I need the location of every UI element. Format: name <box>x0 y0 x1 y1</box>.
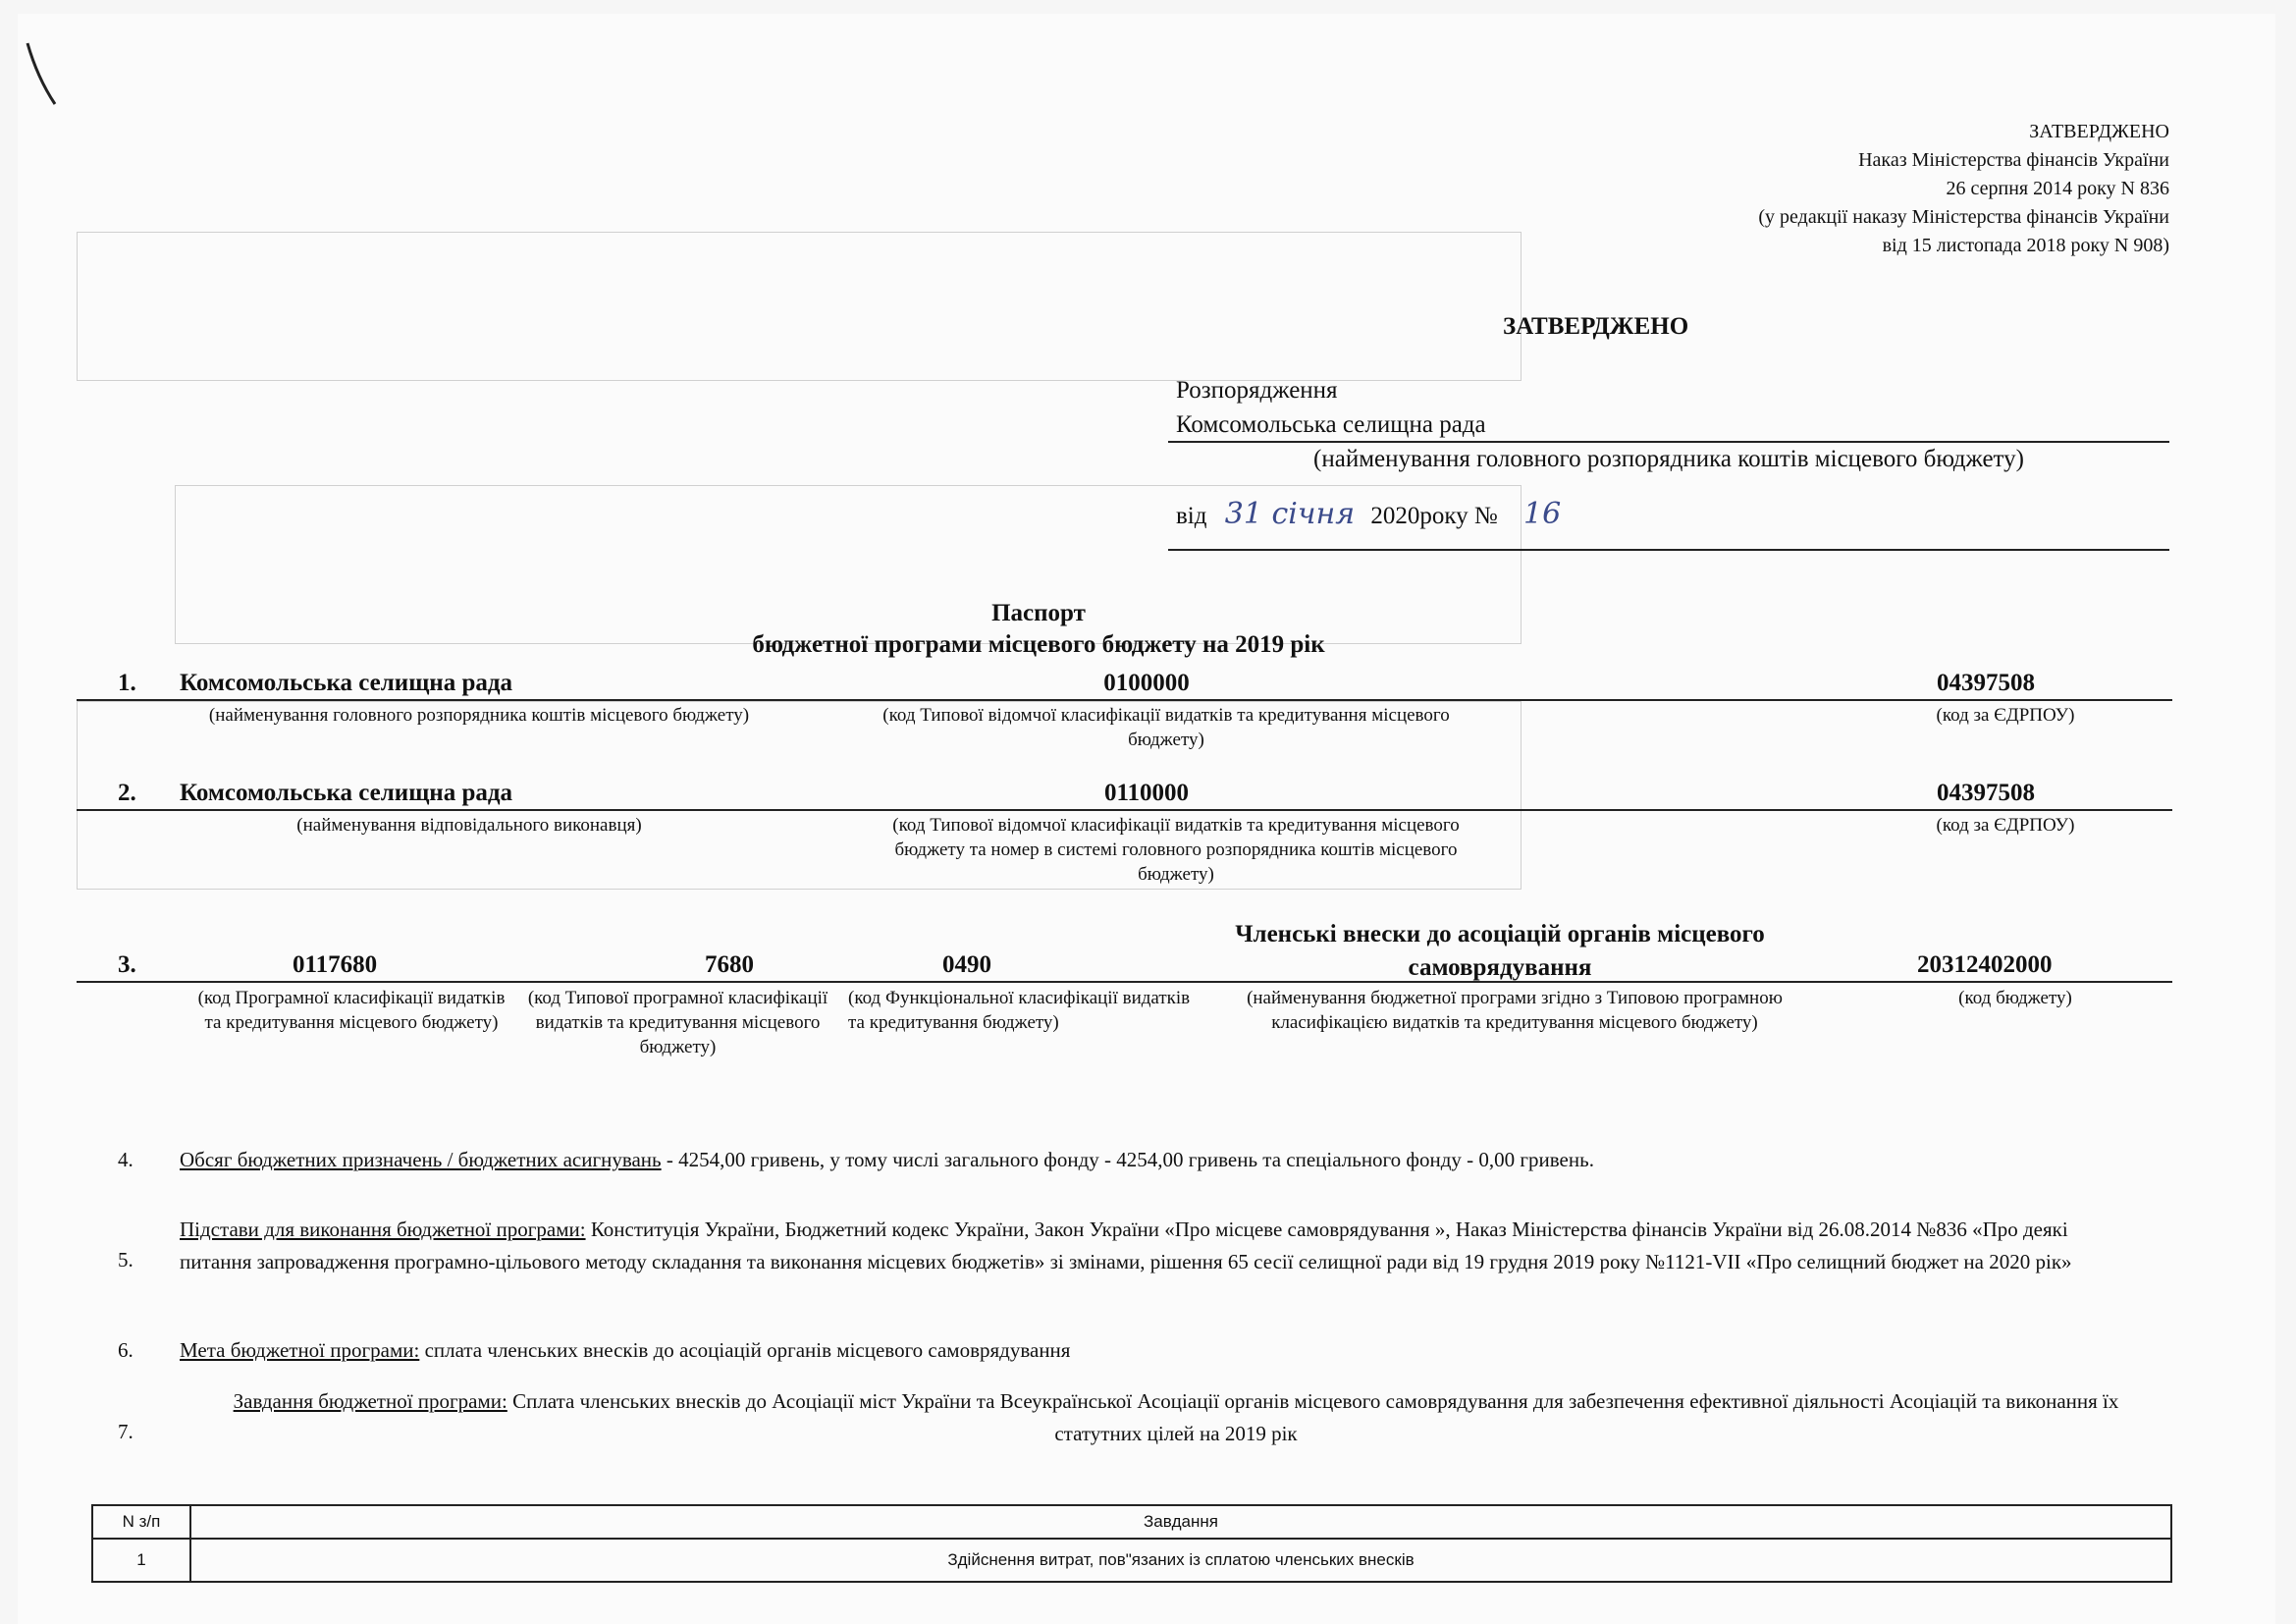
item5-paragraph <box>180 1214 2123 1278</box>
row2-caption-name: (найменування відповідального виконавця) <box>296 815 642 836</box>
approval-line-2: Наказ Міністерства фінансів України <box>1858 149 2169 171</box>
row2-underline <box>77 809 2172 811</box>
handwritten-number: 16 <box>1523 497 1562 531</box>
approved-title: ЗАТВЕРДЖЕНО <box>1503 313 1689 340</box>
row2-caption-edrpou: (код за ЄДРПОУ) <box>1936 815 2075 836</box>
row3-underline <box>77 981 2172 983</box>
tasks-table-header-row <box>92 1505 2171 1539</box>
tasks-header-task: Завдання <box>190 1505 2171 1539</box>
row1-underline <box>77 699 2172 701</box>
item4-label: Обсяг бюджетних призначень / бюджетних асигнувань <box>180 1148 662 1171</box>
item7-number: 7. <box>118 1420 133 1443</box>
passport-title <box>18 598 2275 661</box>
pen-stroke-mark <box>18 24 77 112</box>
approved-year-text: 2020року № <box>1370 503 1498 529</box>
row3-caption-typical: (код Типової програмної класифікації видатків та кредитування місцевого бюджету) <box>527 988 828 1057</box>
row3-code-typical: 7680 <box>705 951 754 978</box>
row1-caption-edrpou: (код за ЄДРПОУ) <box>1936 705 2075 726</box>
handwritten-date: 31 січня <box>1224 497 1356 531</box>
approved-org-underline <box>1168 441 2169 443</box>
row3-number: 3. <box>118 951 136 978</box>
table-row <box>92 1539 2171 1582</box>
row3-program-name: Членські внески до асоціацій органів місцевого самоврядування <box>1235 921 1765 981</box>
item6-text: сплата членських внесків до асоціацій органів місцевого самоврядування <box>419 1338 1071 1362</box>
approved-org: Комсомольська селищна рада <box>1176 411 1486 438</box>
item7-label: Завдання бюджетної програми: <box>233 1389 507 1413</box>
bleed-through-table-1 <box>77 232 1522 381</box>
item6-label: Мета бюджетної програми: <box>180 1338 420 1362</box>
approved-date-line <box>1176 497 2158 531</box>
tasks-cell-task: Здійснення витрат, пов"язаних із сплатою членських внесків <box>190 1539 2171 1582</box>
row1-name: Комсомольська селищна рада <box>180 670 513 696</box>
approval-line-4: (у редакції наказу Міністерства фінансів України <box>1758 206 2169 228</box>
row3-code-functional: 0490 <box>942 951 991 978</box>
approval-line-3: 26 серпня 2014 року N 836 <box>1946 178 2169 199</box>
row3-caption-program: (код Програмної класифікації видатків та кредитування місцевого бюджету) <box>197 988 506 1033</box>
row2-name: Комсомольська селищна рада <box>180 780 513 806</box>
approval-line-1: ЗАТВЕРДЖЕНО <box>2029 121 2169 142</box>
approved-org-caption: (найменування головного розпорядника коштів місцевого бюджету) <box>1313 446 2024 472</box>
row2-code: 0110000 <box>1103 780 1190 806</box>
approved-doc-type: Розпорядження <box>1176 377 1338 404</box>
item6-paragraph <box>180 1336 2143 1364</box>
tasks-header-number: N з/п <box>92 1505 190 1539</box>
approved-date-underline <box>1168 549 2169 551</box>
row3-code-program: 0117680 <box>293 951 378 978</box>
row3-caption-functional: (код Функціональної класифікації видатків та кредитування бюджету) <box>848 988 1191 1033</box>
row3-budget-code: 20312402000 <box>1917 951 2053 978</box>
item7-paragraph <box>214 1385 2138 1450</box>
item5-label: Підстави для виконання бюджетної програми: <box>180 1218 586 1241</box>
approved-from-label: від <box>1176 503 1207 529</box>
row3-caption-budget: (код бюджету) <box>1958 988 2072 1008</box>
approval-header <box>1482 118 2169 260</box>
item7-text: Сплата членських внесків до Асоціації міст України та Всеукраїнської Асоціації органів місцевого самоврядування для забезпечення ефективної діяльності Асоціацій та виконання їх статутних цілей на 2019 рік <box>507 1389 2119 1445</box>
row2-caption-code: (код Типової відомчої класифікації видатків та кредитування місцевого бюджету та номер в системі головного розпорядника коштів місцевого бюджету) <box>892 815 1460 885</box>
tasks-cell-number: 1 <box>92 1539 190 1582</box>
tasks-table <box>91 1504 2172 1583</box>
item4-number: 4. <box>118 1148 133 1171</box>
row1-code: 0100000 <box>1103 670 1190 696</box>
row2-number: 2. <box>118 780 136 806</box>
item5-number: 5. <box>118 1248 133 1272</box>
row1-number: 1. <box>118 670 136 696</box>
approval-line-5: від 15 листопада 2018 року N 908) <box>1882 235 2169 256</box>
row1-edrpou: 04397508 <box>1937 670 2035 696</box>
row1-caption-name: (найменування головного розпорядника коштів місцевого бюджету) <box>208 705 750 726</box>
item4-text: - 4254,00 гривень, у тому числі загального фонду - 4254,00 гривень та спеціального фонду - 0,00 гривень. <box>661 1148 1594 1171</box>
paper-sheet <box>18 14 2275 1624</box>
row1-caption-code: (код Типової відомчої класифікації видатків та кредитування місцевого бюджету) <box>882 705 1450 750</box>
passport-title-line-2: бюджетної програми місцевого бюджету на 2019 рік <box>752 631 1325 658</box>
item4-paragraph <box>180 1146 2182 1173</box>
row3-caption-name: (найменування бюджетної програми згідно з Типовою програмною класифікацією видатків та кредитування місцевого бюджету) <box>1247 988 1783 1033</box>
row2-edrpou: 04397508 <box>1937 780 2035 806</box>
passport-title-line-1: Паспорт <box>991 600 1086 626</box>
item5-text: Конституція України, Бюджетний кодекс України, Закон України «Про місцеве самоврядування », Наказ Міністерства фінансів України від 26.08.2014 №836 «Про деякі питання запровадження програмно-цільового методу складання та виконання місцевих бюджетів» зі змінами, рішення 65 сесії селищної ради від 19 грудня 2019 року №1121-VII «Про селищний бюджет на 2020 рік» <box>180 1218 2072 1273</box>
item6-number: 6. <box>118 1338 133 1362</box>
